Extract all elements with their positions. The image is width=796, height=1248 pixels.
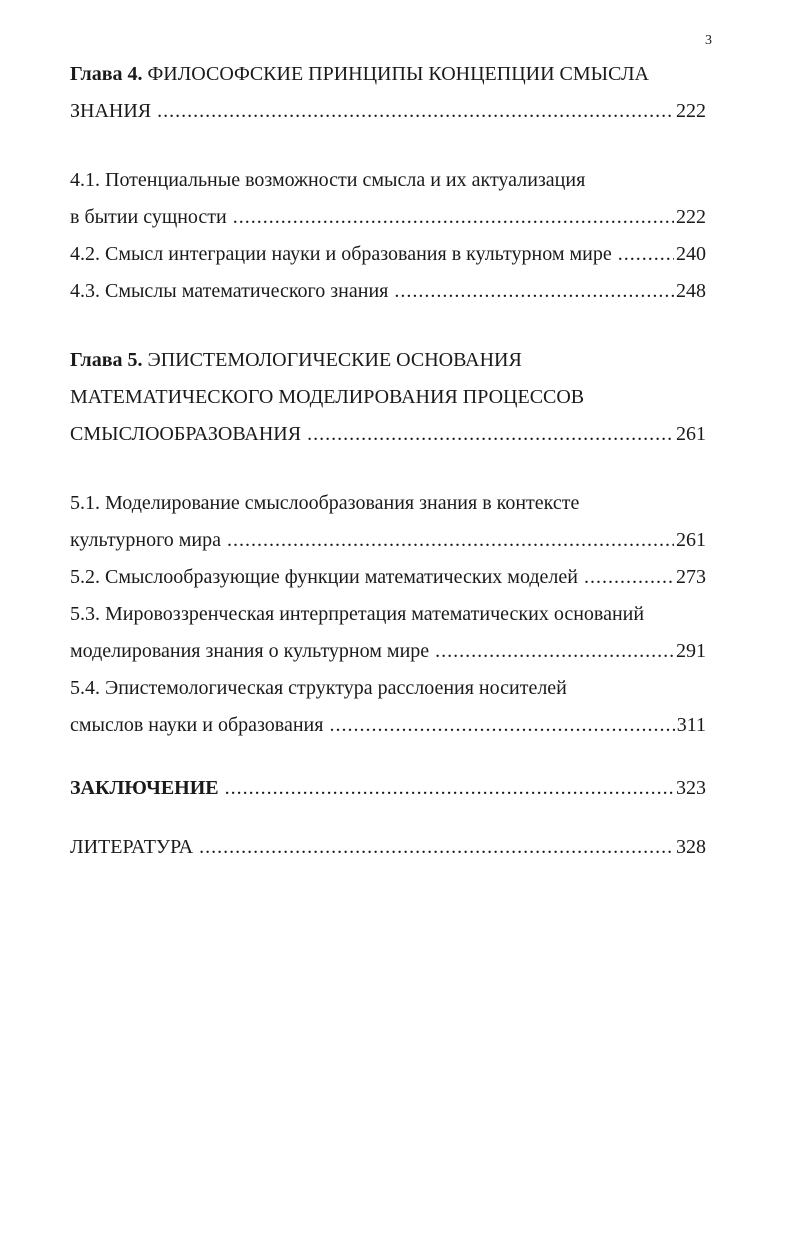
toc-entry-5-1-line1 — [70, 485, 706, 522]
literature-title: ЛИТЕРАТУРА — [70, 836, 194, 858]
dot-leader — [225, 770, 674, 807]
dot-leader — [199, 829, 674, 866]
section-4-1-line2: в бытии сущности — [70, 206, 227, 228]
section-4-1-page: 222 — [676, 206, 706, 228]
section-5-2-title: 5.2. Смыслообразующие функции математических моделей — [70, 566, 578, 588]
toc-entry-5-1[interactable] — [70, 522, 706, 559]
toc-entry-5-3-line1 — [70, 596, 706, 633]
toc-entry-5-3[interactable] — [70, 633, 706, 670]
chapter-4-label: Глава 4. — [70, 63, 143, 85]
table-of-contents — [70, 56, 706, 866]
toc-entry-5-4-line1 — [70, 670, 706, 707]
toc-entry-5-4[interactable] — [70, 707, 706, 744]
dot-leader — [157, 93, 674, 130]
chapter-4-page: 222 — [676, 100, 706, 122]
section-4-3-page: 248 — [676, 280, 706, 302]
section-4-2-title: 4.2. Смысл интеграции науки и образования в культурном мире — [70, 243, 612, 265]
toc-entry-chapter-5[interactable] — [70, 416, 706, 453]
section-5-3-page: 291 — [676, 640, 706, 662]
section-5-3-line1: 5.3. Мировоззренческая интерпретация математических оснований — [70, 603, 645, 625]
dot-leader — [435, 633, 674, 670]
toc-entry-4-1-line1 — [70, 162, 706, 199]
toc-entry-conclusion[interactable] — [70, 770, 706, 807]
chapter-5-page: 261 — [676, 423, 706, 445]
toc-entry-4-1[interactable] — [70, 199, 706, 236]
toc-chapter-4-heading — [70, 56, 706, 93]
literature-page: 328 — [676, 836, 706, 858]
toc-entry-4-3[interactable] — [70, 273, 706, 310]
toc-entry-4-2[interactable] — [70, 236, 706, 273]
chapter-4-title-line2: ЗНАНИЯ — [70, 100, 152, 122]
section-5-1-page: 261 — [676, 529, 706, 551]
dot-leader — [227, 522, 674, 559]
section-4-3-title: 4.3. Смыслы математического знания — [70, 280, 389, 302]
toc-entry-5-2[interactable] — [70, 559, 706, 596]
chapter-5-title-line2: МАТЕМАТИЧЕСКОГО МОДЕЛИРОВАНИЯ ПРОЦЕССОВ — [70, 386, 585, 408]
section-5-1-line2: культурного мира — [70, 529, 222, 551]
chapter-5-title-line3: СМЫСЛООБРАЗОВАНИЯ — [70, 423, 302, 445]
toc-chapter-5-heading — [70, 342, 706, 379]
chapter-5-label: Глава 5. — [70, 349, 143, 371]
dot-leader — [307, 416, 674, 453]
conclusion-title: ЗАКЛЮЧЕНИЕ — [70, 777, 219, 799]
page-number: 3 — [705, 33, 712, 48]
chapter-5-title-line1: ЭПИСТЕМОЛОГИЧЕСКИЕ ОСНОВАНИЯ — [147, 349, 522, 371]
dot-leader — [618, 236, 674, 273]
section-4-1-line1: 4.1. Потенциальные возможности смысла и их актуализация — [70, 169, 586, 191]
dot-leader — [233, 199, 674, 236]
conclusion-page: 323 — [676, 777, 706, 799]
toc-entry-literature[interactable] — [70, 829, 706, 866]
section-5-4-line1: 5.4. Эпистемологическая структура расслоения носителей — [70, 677, 567, 699]
section-5-1-line1: 5.1. Моделирование смыслообразования знания в контексте — [70, 492, 580, 514]
dot-leader — [584, 559, 674, 596]
chapter-4-title-line1: ФИЛОСОФСКИЕ ПРИНЦИПЫ КОНЦЕПЦИИ СМЫСЛА — [147, 63, 649, 85]
section-4-2-page: 240 — [676, 243, 706, 265]
dot-leader — [394, 273, 674, 310]
toc-chapter-5-line2 — [70, 379, 706, 416]
dot-leader — [329, 707, 674, 744]
section-5-2-page: 273 — [676, 566, 706, 588]
section-5-4-page: 311 — [676, 714, 706, 736]
section-5-4-line2: смыслов науки и образования — [70, 714, 324, 736]
section-5-3-line2: моделирования знания о культурном мире — [70, 640, 430, 662]
toc-entry-chapter-4[interactable] — [70, 93, 706, 130]
